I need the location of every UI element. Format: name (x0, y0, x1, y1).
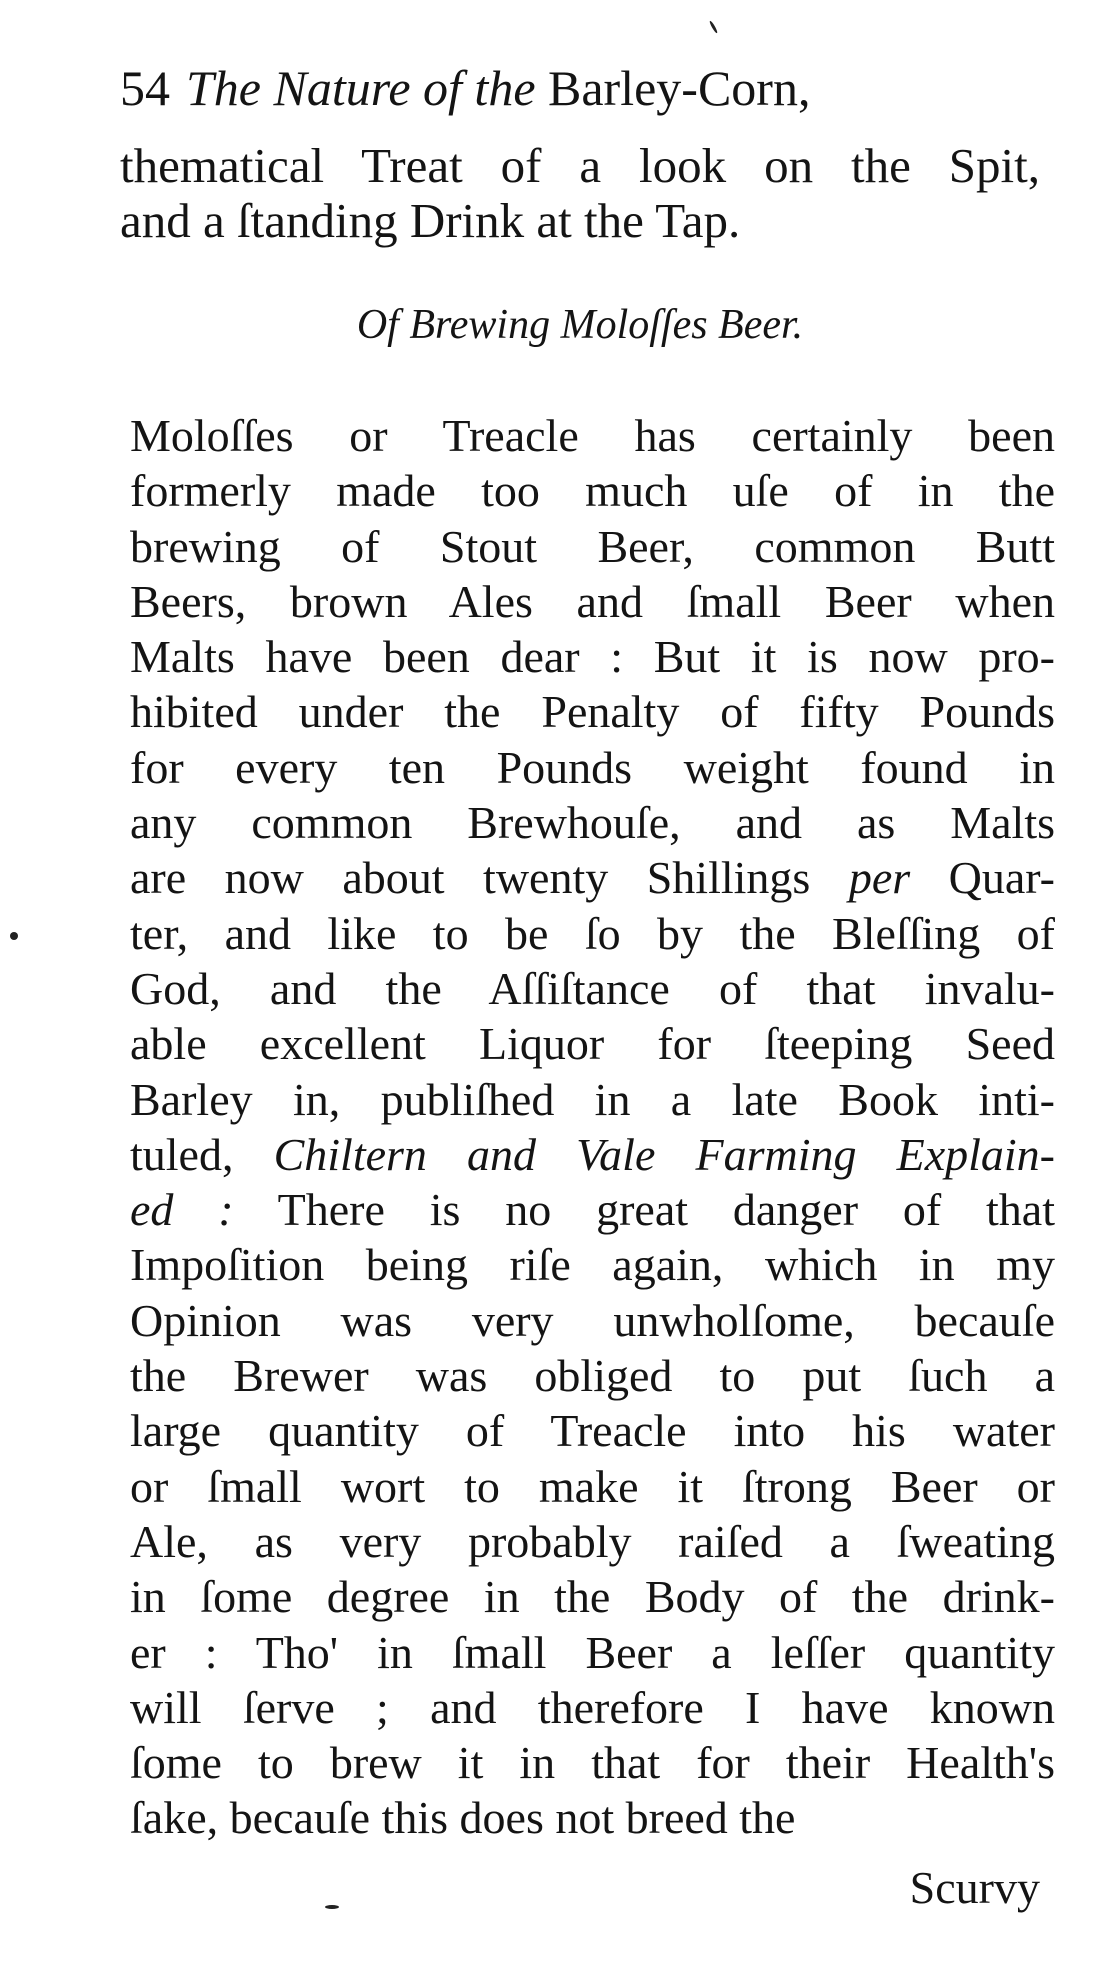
text-line: the Brewer was obliged to put ſuch a (130, 1350, 1055, 1402)
text-line: Opinion was very unwholſome, becauſe (130, 1294, 1055, 1346)
text-line: Ale, as very probably raiſed a ſweating (130, 1515, 1055, 1567)
text-line: for every ten Pounds weight found in (130, 741, 1055, 793)
italic-run: Chiltern and Vale Farming Explain- (273, 1128, 1055, 1180)
text-line: or ſmall wort to make it ſtrong Beer or (130, 1460, 1055, 1512)
text-line: Beers, brown Ales and ſmall Beer when (130, 575, 1055, 627)
catchword: Scurvy (909, 1862, 1040, 1913)
text-run: There is no great danger of that (233, 1184, 1055, 1236)
text-line: Moloſſes or Treacle has certainly been (130, 410, 1055, 461)
text-line: Malts have been dear : But it is now pro- (130, 631, 1055, 683)
text-line: Barley in, publiſhed in a late Book inti- (130, 1073, 1055, 1125)
running-title-end: Barley-Corn, (548, 60, 811, 116)
running-title-italic: The Nature of the (186, 60, 536, 116)
text-line: will ſerve ; and therefore I have known (130, 1681, 1055, 1733)
text-run: tuled, (130, 1128, 274, 1180)
text-line: large quantity of Treacle into his water (130, 1405, 1055, 1457)
text-line: Impoſition being riſe again, which in my (130, 1239, 1055, 1291)
continued-text (120, 138, 1040, 248)
body-text (130, 408, 1055, 1846)
ink-speck (709, 20, 719, 34)
italic-run: ed : (130, 1184, 234, 1236)
text-line: any common Brewhouſe, and as Malts (130, 797, 1055, 849)
text-line: and a ſtanding Drink at the Tap. (120, 193, 741, 248)
page-number: 54 (120, 60, 170, 116)
text-line: in ſome degree in the Body of the drink- (130, 1571, 1055, 1623)
text-run: are now about twenty Shillings (130, 852, 849, 904)
ink-speck (325, 1905, 339, 1909)
text-line: able excellent Liquor for ſteeping Seed (130, 1018, 1055, 1070)
text-line: ter, and like to be ſo by the Bleſſing of (130, 907, 1055, 959)
text-line: ſake, becauſe this does not breed the (130, 1792, 796, 1844)
text-line: formerly made too much uſe of in the (130, 465, 1055, 517)
text-line: er : Tho' in ſmall Beer a leſſer quantity (130, 1626, 1055, 1678)
text-line (130, 1182, 1055, 1237)
running-header (120, 58, 1000, 118)
section-heading: Of Brewing Moloſſes Beer. (356, 302, 804, 348)
text-line (130, 1127, 1055, 1182)
italic-run: per (848, 852, 911, 904)
text-line: God, and the Aſſiſtance of that invalu- (130, 962, 1055, 1014)
ink-speck (10, 932, 18, 940)
text-line: hibited under the Penalty of fifty Pounds (130, 686, 1055, 738)
text-line: brewing of Stout Beer, common Butt (130, 520, 1055, 572)
text-line: ſome to brew it in that for their Health's (130, 1737, 1055, 1789)
text-run: Quar- (910, 852, 1055, 904)
text-line (130, 850, 1055, 905)
text-line: thematical Treat of a look on the Spit, (120, 138, 1040, 193)
